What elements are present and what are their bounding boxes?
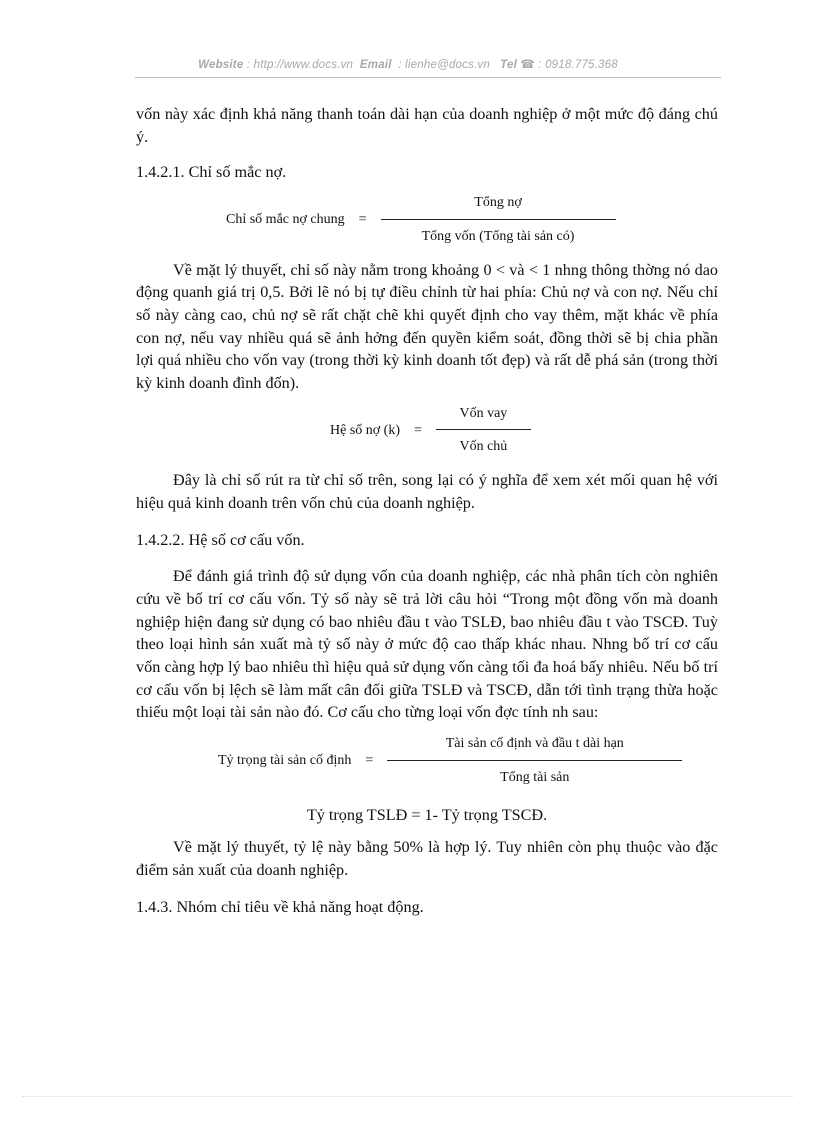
page-header [0, 57, 816, 71]
section-heading-activity: 1.4.3. Nhóm chỉ tiêu về khả năng hoạt động. [136, 897, 424, 916]
email-value: : lienhe@docs.vn [398, 59, 490, 71]
tel-value: ☎ : 0918.775.368 [520, 59, 618, 71]
paragraph-capital-structure: Để đánh giá trình độ sử dụng vốn của doanh nghiệp, các nhà phân tích còn nghiên cứu về bố trí cơ cấu vốn. Tỷ số này sẽ trả lời câu hỏi “Trong một đồng vốn mà doanh nghiệp hiện đang sử dụng có bao nhiêu đầu t vào TSLĐ, bao nhiêu đầu t vào TSCĐ. Tuỳ theo loại hình sản xuất mà tỷ số này ở mức độ cao thấp khác nhau. Nhng bố trí cơ cấu vốn càng hợp lý bao nhiêu thì hiệu quả sử dụng vốn càng tối đa hoá bấy nhiêu. Nếu bố trí cơ cấu vốn bị lệch sẽ làm mất cân đối giữa TSLĐ và TSCĐ, dẫn tới tình trạng thừa hoặc thiếu một loại tài sản nào đó. Cơ cấu cho từng loại vốn đợc tính nh sau: [136, 567, 718, 722]
fraction-denominator: Tổng vốn (Tổng tài sản có) [421, 228, 575, 244]
page-bottom-divider [22, 1096, 794, 1097]
formula-label: Tỷ trọng tài sản cố định [218, 753, 352, 769]
section-heading-capital-structure: 1.4.2.2. Hệ số cơ cấu vốn. [136, 530, 305, 549]
header-divider [135, 77, 721, 78]
formula-fixed-asset-share [136, 733, 718, 789]
website-label: Website [198, 59, 244, 71]
formula-label: Chỉ số mắc nợ chung [226, 211, 345, 227]
paragraph-debt-theory: Về mặt lý thuyết, chỉ số này nằm trong khoảng 0 < và < 1 nhng thông thờng nó dao động quanh giá trị 0,5. Bởi lẽ nó bị tự điều chỉnh từ hai phía: Chủ nợ và con nợ. Nếu chỉ số này càng cao, chủ nợ sẽ rất chặt chẽ khi quyết định cho vay thêm, mặt khác về phía con nợ, nếu vay nhiều quá sẽ ảnh hởng đến quyền kiểm soát, đồng thời sẽ bị chia phần lợi quá nhiều cho vốn vay (trong thời kỳ kinh doanh tốt đẹp) và rất dễ phá sản (trong thời kỳ kinh doanh đình đốn). [136, 260, 718, 393]
fraction [387, 733, 682, 789]
section-heading-debt-ratio: 1.4.2.1. Chỉ số mắc nợ. [136, 163, 287, 182]
fraction [381, 192, 616, 248]
email-label: Email [359, 59, 392, 71]
formula-debt-ratio [136, 192, 718, 248]
formula-current-asset-share: Tỷ trọng TSLĐ = 1- Tỷ trọng TSCĐ. [306, 805, 548, 824]
formula-equals: = [358, 211, 367, 227]
formula-label: Hệ số nợ (k) [330, 422, 400, 438]
document-body [136, 103, 718, 918]
fraction-denominator: Vốn chủ [459, 439, 508, 455]
fraction-numerator: Tài sản cố định và đầu t dài hạn [445, 736, 624, 752]
formula-debt-coefficient [136, 403, 718, 459]
paragraph-ratio-theory: Về mặt lý thuyết, tỷ lệ này bằng 50% là hợp lý. Tuy nhiên còn phụ thuộc vào đặc điểm sản xuất của doanh nghiệp. [136, 838, 718, 879]
fraction [436, 403, 531, 459]
formula-equals: = [414, 422, 422, 438]
formula-equals: = [365, 753, 374, 769]
paragraph-capital-solvency: vốn này xác định khả năng thanh toán dài hạn của doanh nghiệp ở một mức độ đáng chú ý. [136, 105, 718, 146]
fraction-numerator: Tổng nợ [474, 195, 522, 211]
fraction-denominator: Tổng tài sản [500, 769, 570, 785]
website-value: : http://www.docs.vn [246, 59, 354, 71]
fraction-numerator: Vốn vay [459, 405, 508, 421]
tel-label: Tel [500, 59, 517, 71]
paragraph-derived-ratio: Đây là chỉ số rút ra từ chỉ số trên, song lại có ý nghĩa để xem xét mối quan hệ với hiệu quả kinh doanh trên vốn chủ của doanh nghiệp. [136, 471, 718, 512]
